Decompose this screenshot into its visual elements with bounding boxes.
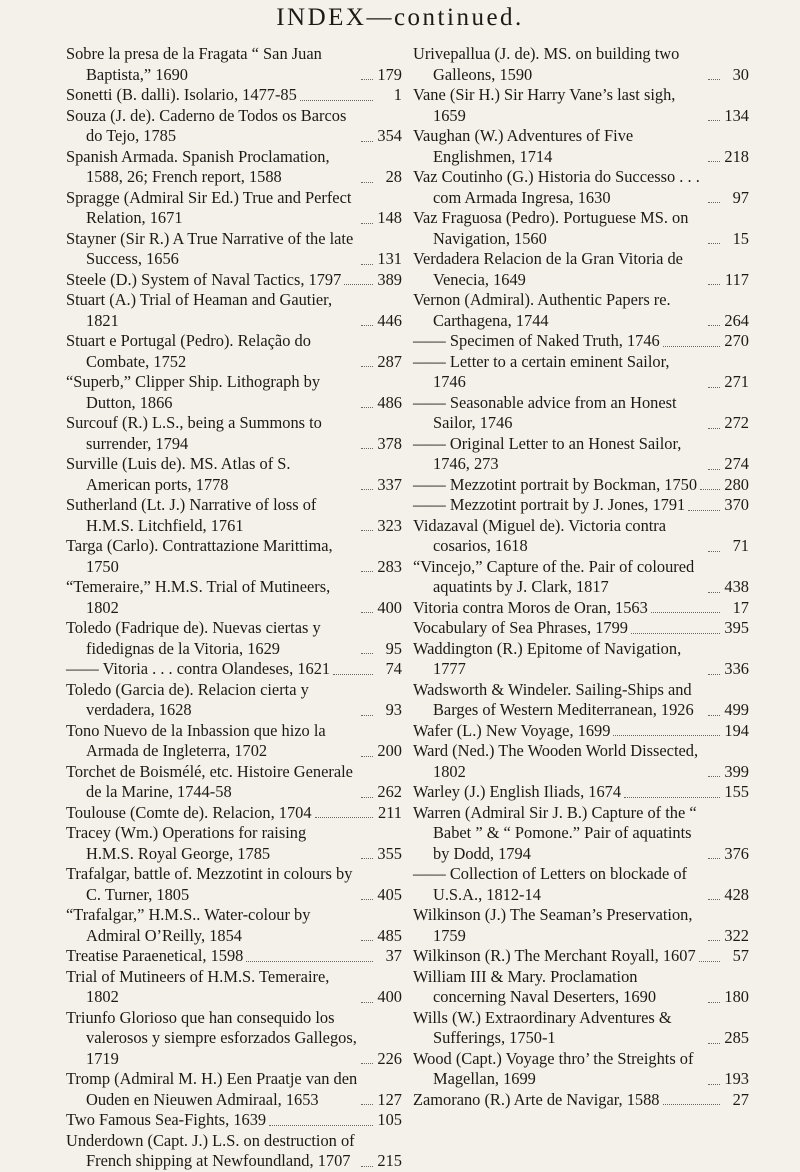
dot-leader: [361, 857, 373, 859]
entry-page-number: 270: [724, 331, 749, 350]
entry-text: Wadsworth & Windeler. Sailing-Ships and Barges of Western Mediterranean, 1926: [413, 679, 694, 719]
entry-page-number: 28: [385, 167, 402, 186]
index-entry: [413, 803, 749, 865]
index-entry: [66, 44, 402, 85]
dot-leader: [708, 1001, 720, 1003]
index-entry: [413, 905, 749, 946]
index-entry: [413, 618, 749, 639]
page-title: INDEX—continued.: [276, 4, 524, 31]
index-entry: [66, 270, 402, 291]
dot-leader: [361, 365, 373, 367]
entry-page-number: 134: [724, 105, 749, 125]
entry-text: Verdadera Relacion de la Gran Vitoria de Venecia, 1649: [413, 249, 683, 289]
entry-text: “Temeraire,” H.M.S. Trial of Mutineers, 1802: [66, 577, 331, 617]
index-entry: [413, 946, 749, 967]
index-entry: [66, 823, 402, 864]
index-entry: [66, 864, 402, 905]
dot-leader: [613, 734, 720, 736]
entry-text: Waddington (R.) Epitome of Navigation, 1777: [413, 638, 682, 678]
entry-page-number: 117: [725, 269, 749, 289]
entry-text: Souza (J. de). Caderno de Todos os Barcos do Tejo, 1785: [66, 105, 347, 145]
index-entry: [413, 1049, 749, 1090]
index-entry: [66, 803, 402, 824]
entry-page-number: 280: [724, 474, 749, 494]
dot-leader: [708, 1042, 720, 1044]
dot-leader: [708, 673, 720, 675]
entry-text: Wilkinson (J.) The Seaman’s Preservation, 1759: [413, 905, 693, 945]
dot-leader: [361, 1001, 373, 1003]
index-entry: [66, 290, 402, 331]
dot-leader: [700, 488, 720, 490]
entry-page-number: 287: [377, 351, 402, 371]
entry-page-number: 218: [724, 146, 749, 166]
dot-leader: [344, 283, 373, 285]
entry-text: —— Specimen of Naked Truth, 1746: [413, 331, 660, 350]
entry-page-number: 95: [385, 638, 402, 658]
index-entry: [413, 721, 749, 742]
entry-page-number: 355: [377, 843, 402, 863]
entry-page-number: 131: [377, 249, 402, 268]
entry-page-number: 226: [377, 1048, 402, 1068]
entry-text: Treatise Paraenetical, 1598: [66, 946, 244, 965]
entry-page-number: 30: [732, 64, 749, 84]
index-entry: [66, 1069, 402, 1110]
index-entry: [413, 208, 749, 249]
entry-page-number: 155: [724, 782, 749, 801]
dot-leader: [708, 201, 720, 203]
index-entry: [66, 331, 402, 372]
dot-leader: [361, 181, 373, 183]
entry-page-number: 211: [378, 802, 402, 822]
entry-page-number: 395: [724, 618, 749, 637]
entry-text: Stuart e Portugal (Pedro). Relação do Combate, 1752: [66, 331, 311, 371]
entry-text: Vernon (Admiral). Authentic Papers re. Carthagena, 1744: [413, 290, 671, 330]
index-entry: [66, 413, 402, 454]
entry-page-number: 15: [732, 228, 749, 248]
index-entry: [413, 639, 749, 680]
entry-text: Warley (J.) English Iliads, 1674: [413, 782, 622, 801]
dot-leader: [688, 509, 720, 511]
index-entry: [66, 577, 402, 618]
entry-page-number: 57: [732, 946, 749, 965]
entry-text: Spanish Armada. Spanish Proclamation, 1588, 26; French report, 1588: [66, 146, 330, 186]
index-column-right: [413, 44, 749, 1110]
entry-page-number: 322: [724, 925, 749, 945]
dot-leader: [708, 283, 720, 285]
entry-text: Toulouse (Comte de). Relacion, 1704: [66, 802, 312, 822]
dot-leader: [708, 898, 720, 900]
index-entry: [413, 967, 749, 1008]
dot-leader: [361, 1103, 373, 1105]
entry-text: Two Famous Sea-Fights, 1639: [66, 1110, 267, 1129]
entry-page-number: 428: [724, 884, 749, 904]
index-entry: [413, 864, 749, 905]
entry-text: “Trafalgar,” H.M.S.. Water-colour by Admiral O’Reilly, 1854: [66, 905, 311, 945]
entry-page-number: 127: [377, 1089, 402, 1109]
entry-page-number: 180: [724, 987, 749, 1006]
dot-leader: [361, 1062, 373, 1064]
index-entry: [66, 762, 402, 803]
entry-text: “Superb,” Clipper Ship. Lithograph by Dutton, 1866: [66, 372, 321, 412]
dot-leader: [361, 78, 373, 80]
dot-leader: [708, 714, 720, 716]
entry-text: Vitoria contra Moros de Oran, 1563: [413, 597, 648, 617]
entry-page-number: 446: [377, 310, 402, 330]
index-entry: [413, 680, 749, 721]
dot-leader: [631, 632, 720, 634]
entry-text: Stayner (Sir R.) A True Narrative of the late Success, 1656: [66, 228, 354, 268]
entry-text: —— Collection of Letters on blockade of U.S.A., 1812-14: [413, 864, 688, 904]
index-entry: [413, 741, 749, 782]
entry-text: Wills (W.) Extraordinary Adventures & Sufferings, 1750-1: [413, 1007, 672, 1047]
dot-leader: [361, 570, 373, 572]
entry-page-number: 71: [732, 536, 749, 555]
entry-page-number: 337: [377, 474, 402, 494]
index-entry: [413, 331, 749, 352]
index-entry: [66, 495, 402, 536]
index-entry: [413, 393, 749, 434]
dot-leader: [361, 652, 373, 654]
index-entry: [413, 352, 749, 393]
entry-text: Wood (Capt.) Voyage thro’ the Streights of Magellan, 1699: [413, 1048, 694, 1088]
entry-page-number: 499: [724, 700, 749, 719]
entry-page-number: 97: [732, 187, 749, 207]
entry-page-number: 405: [377, 884, 402, 904]
entry-text: Stuart (A.) Trial of Heaman and Gautier, 1821: [66, 290, 333, 330]
dot-leader: [361, 406, 373, 408]
entry-text: Sobre la presa de la Fragata “ San Juan Baptista,” 1690: [66, 44, 322, 84]
entry-page-number: 400: [377, 987, 402, 1006]
entry-text: —— Vitoria . . . contra Olandeses, 1621: [66, 659, 331, 678]
entry-page-number: 37: [385, 946, 402, 965]
index-entry: [413, 434, 749, 475]
dot-leader: [361, 488, 373, 490]
dot-leader: [361, 222, 373, 224]
entry-page-number: 272: [724, 413, 749, 432]
dot-leader: [708, 939, 720, 941]
dot-leader: [708, 242, 720, 244]
entry-page-number: 400: [377, 597, 402, 617]
entry-text: Vaughan (W.) Adventures of Five Englishmen, 1714: [413, 126, 634, 166]
entry-text: Triunfo Glorioso que han consequido los valerosos y siempre esforzados Gallegos, 1719: [66, 1007, 357, 1068]
index-entry: [413, 495, 749, 516]
dot-leader: [708, 324, 720, 326]
entry-page-number: 193: [724, 1069, 749, 1088]
index-entry: [66, 106, 402, 147]
dot-leader: [361, 140, 373, 142]
entry-text: Wilkinson (R.) The Merchant Royall, 1607: [413, 946, 696, 965]
dot-leader: [699, 960, 720, 962]
dot-leader: [361, 447, 373, 449]
index-entry: [66, 85, 402, 106]
index-entry: [66, 536, 402, 577]
dot-leader: [624, 796, 720, 798]
entry-page-number: 323: [377, 515, 402, 535]
index-entry: [66, 721, 402, 762]
dot-leader: [708, 591, 720, 593]
entry-page-number: 27: [732, 1089, 749, 1109]
dot-leader: [315, 816, 373, 818]
index-entry: [66, 229, 402, 270]
entry-page-number: 370: [724, 495, 749, 514]
index-entry: [66, 659, 402, 680]
index-entry: [66, 680, 402, 721]
dot-leader: [361, 898, 373, 900]
entry-text: Trafalgar, battle of. Mezzotint in colours by C. Turner, 1805: [66, 864, 353, 904]
index-entry: [66, 618, 402, 659]
entry-text: Wafer (L.) New Voyage, 1699: [413, 720, 611, 740]
dot-leader: [708, 78, 720, 80]
entry-page-number: 105: [377, 1110, 402, 1129]
index-entry: [66, 147, 402, 188]
entry-page-number: 179: [377, 64, 402, 84]
entry-text: Vidazaval (Miguel de). Victoria contra cosarios, 1618: [413, 515, 667, 555]
dot-leader: [651, 611, 720, 613]
dot-leader: [361, 611, 373, 613]
dot-leader: [333, 673, 373, 675]
entry-text: —— Mezzotint portrait by Bockman, 1750: [413, 474, 698, 494]
index-entry: [413, 167, 749, 208]
index-entry: [413, 475, 749, 496]
entry-text: Sonetti (B. dalli). Isolario, 1477-85: [66, 85, 297, 104]
dot-leader: [361, 1165, 373, 1167]
entry-text: Tono Nuevo de la Inbassion que hizo la Armada de Ingleterra, 1702: [66, 720, 326, 760]
dot-leader: [361, 263, 373, 265]
entry-text: Steele (D.) System of Naval Tactics, 1797: [66, 269, 342, 289]
entry-page-number: 376: [724, 843, 749, 863]
dot-leader: [708, 550, 720, 552]
entry-text: William III & Mary. Proclamation concerning Naval Deserters, 1690: [413, 966, 657, 1006]
index-entry: [66, 1008, 402, 1070]
entry-text: Tracey (Wm.) Operations for raising H.M.S. Royal George, 1785: [66, 823, 307, 863]
entry-text: —— Seasonable advice from an Honest Sailor, 1746: [413, 392, 677, 432]
entry-text: Torchet de Boismélé, etc. Histoire Generale de la Marine, 1744-58: [66, 761, 353, 801]
entry-text: —— Letter to a certain eminent Sailor, 1746: [413, 351, 670, 391]
dot-leader: [361, 796, 373, 798]
entry-text: Vane (Sir H.) Sir Harry Vane’s last sigh, 1659: [413, 85, 676, 125]
index-column-left: [66, 44, 402, 1172]
dot-leader: [269, 1124, 373, 1126]
entry-text: —— Mezzotint portrait by J. Jones, 1791: [413, 495, 686, 514]
entry-text: Warren (Admiral Sir J. B.) Capture of the “ Babet ” & “ Pomone.” Pair of aquatints by Dodd, 1794: [413, 802, 697, 863]
entry-page-number: 74: [385, 659, 402, 678]
dot-leader: [708, 1083, 720, 1085]
index-entry: [413, 126, 749, 167]
entry-text: Trial of Mutineers of H.M.S. Temeraire, 1802: [66, 966, 330, 1006]
index-entry: [413, 290, 749, 331]
entry-text: “Vincejo,” Capture of the. Pair of coloured aquatints by J. Clark, 1817: [413, 556, 695, 596]
entry-page-number: 283: [377, 556, 402, 576]
entry-text: Tromp (Admiral M. H.) Een Praatje van den Ouden en Nieuwen Admiraal, 1653: [66, 1069, 358, 1109]
entry-page-number: 438: [724, 577, 749, 596]
entry-page-number: 148: [377, 208, 402, 227]
entry-text: Spragge (Admiral Sir Ed.) True and Perfect Relation, 1671: [66, 187, 352, 227]
entry-page-number: 200: [377, 741, 402, 760]
dot-leader: [361, 939, 373, 941]
entry-text: Vaz Fraguosa (Pedro). Portuguese MS. on Navigation, 1560: [413, 208, 689, 248]
dot-leader: [246, 960, 373, 962]
entry-text: Underdown (Capt. J.) L.S. on destruction of French shipping at Newfoundland, 1707: [66, 1130, 355, 1170]
entry-page-number: 271: [724, 372, 749, 391]
entry-page-number: 486: [377, 392, 402, 412]
entry-page-number: 336: [724, 659, 749, 678]
entry-page-number: 17: [732, 597, 749, 617]
entry-page-number: 93: [385, 700, 402, 719]
index-entry: [413, 249, 749, 290]
entry-page-number: 274: [724, 454, 749, 473]
entry-page-number: 285: [724, 1028, 749, 1047]
dot-leader: [708, 857, 720, 859]
entry-page-number: 215: [377, 1151, 402, 1170]
index-entry: [66, 967, 402, 1008]
dot-leader: [708, 775, 720, 777]
entry-page-number: 354: [377, 126, 402, 145]
entry-text: Toledo (Fadrique de). Nuevas ciertas y fidedignas de la Vitoria, 1629: [66, 618, 321, 658]
dot-leader: [361, 714, 373, 716]
dot-leader: [663, 1103, 721, 1105]
dot-leader: [708, 119, 720, 121]
dot-leader: [708, 386, 720, 388]
dot-leader: [663, 345, 720, 347]
entry-text: Targa (Carlo). Contrattazione Marittima, 1750: [66, 536, 333, 576]
entry-page-number: 485: [377, 925, 402, 945]
dot-leader: [361, 324, 373, 326]
entry-page-number: 378: [377, 433, 402, 453]
index-entry: [413, 1090, 749, 1111]
entry-page-number: 194: [724, 720, 749, 740]
index-entry: [66, 1110, 402, 1131]
entry-text: Surville (Luis de). MS. Atlas of S. American ports, 1778: [66, 454, 291, 494]
dot-leader: [361, 529, 373, 531]
index-entry: [66, 188, 402, 229]
dot-leader: [300, 99, 373, 101]
entry-text: —— Original Letter to an Honest Sailor, 1746, 273: [413, 433, 682, 473]
index-entry: [66, 905, 402, 946]
index-entry: [413, 44, 749, 85]
entry-text: Urivepallua (J. de). MS. on building two Galleons, 1590: [413, 44, 680, 84]
entry-page-number: 1: [393, 85, 402, 104]
index-entry: [66, 1131, 402, 1172]
index-entry: [66, 946, 402, 967]
dot-leader: [361, 755, 373, 757]
index-entry: [413, 1008, 749, 1049]
entry-page-number: 262: [377, 782, 402, 801]
index-entry: [413, 85, 749, 126]
entry-text: Ward (Ned.) The Wooden World Dissected, 1802: [413, 741, 699, 781]
entry-text: Vaz Coutinho (G.) Historia do Successo . . . com Armada Ingresa, 1630: [413, 167, 700, 207]
dot-leader: [708, 427, 720, 429]
entry-text: Sutherland (Lt. J.) Narrative of loss of H.M.S. Litchfield, 1761: [66, 495, 317, 535]
index-entry: [413, 557, 749, 598]
index-entry: [66, 372, 402, 413]
entry-page-number: 389: [377, 269, 402, 289]
entry-page-number: 399: [724, 761, 749, 781]
entry-text: Surcouf (R.) L.S., being a Summons to surrender, 1794: [66, 413, 322, 453]
entry-text: Toledo (Garcia de). Relacion cierta y verdadera, 1628: [66, 679, 309, 719]
entry-page-number: 264: [724, 310, 749, 330]
index-entry: [413, 782, 749, 803]
index-entry: [66, 454, 402, 495]
index-entry: [413, 598, 749, 619]
dot-leader: [708, 160, 720, 162]
dot-leader: [708, 468, 720, 470]
entry-text: Zamorano (R.) Arte de Navigar, 1588: [413, 1089, 660, 1109]
index-entry: [413, 516, 749, 557]
entry-text: Vocabulary of Sea Phrases, 1799: [413, 618, 629, 637]
